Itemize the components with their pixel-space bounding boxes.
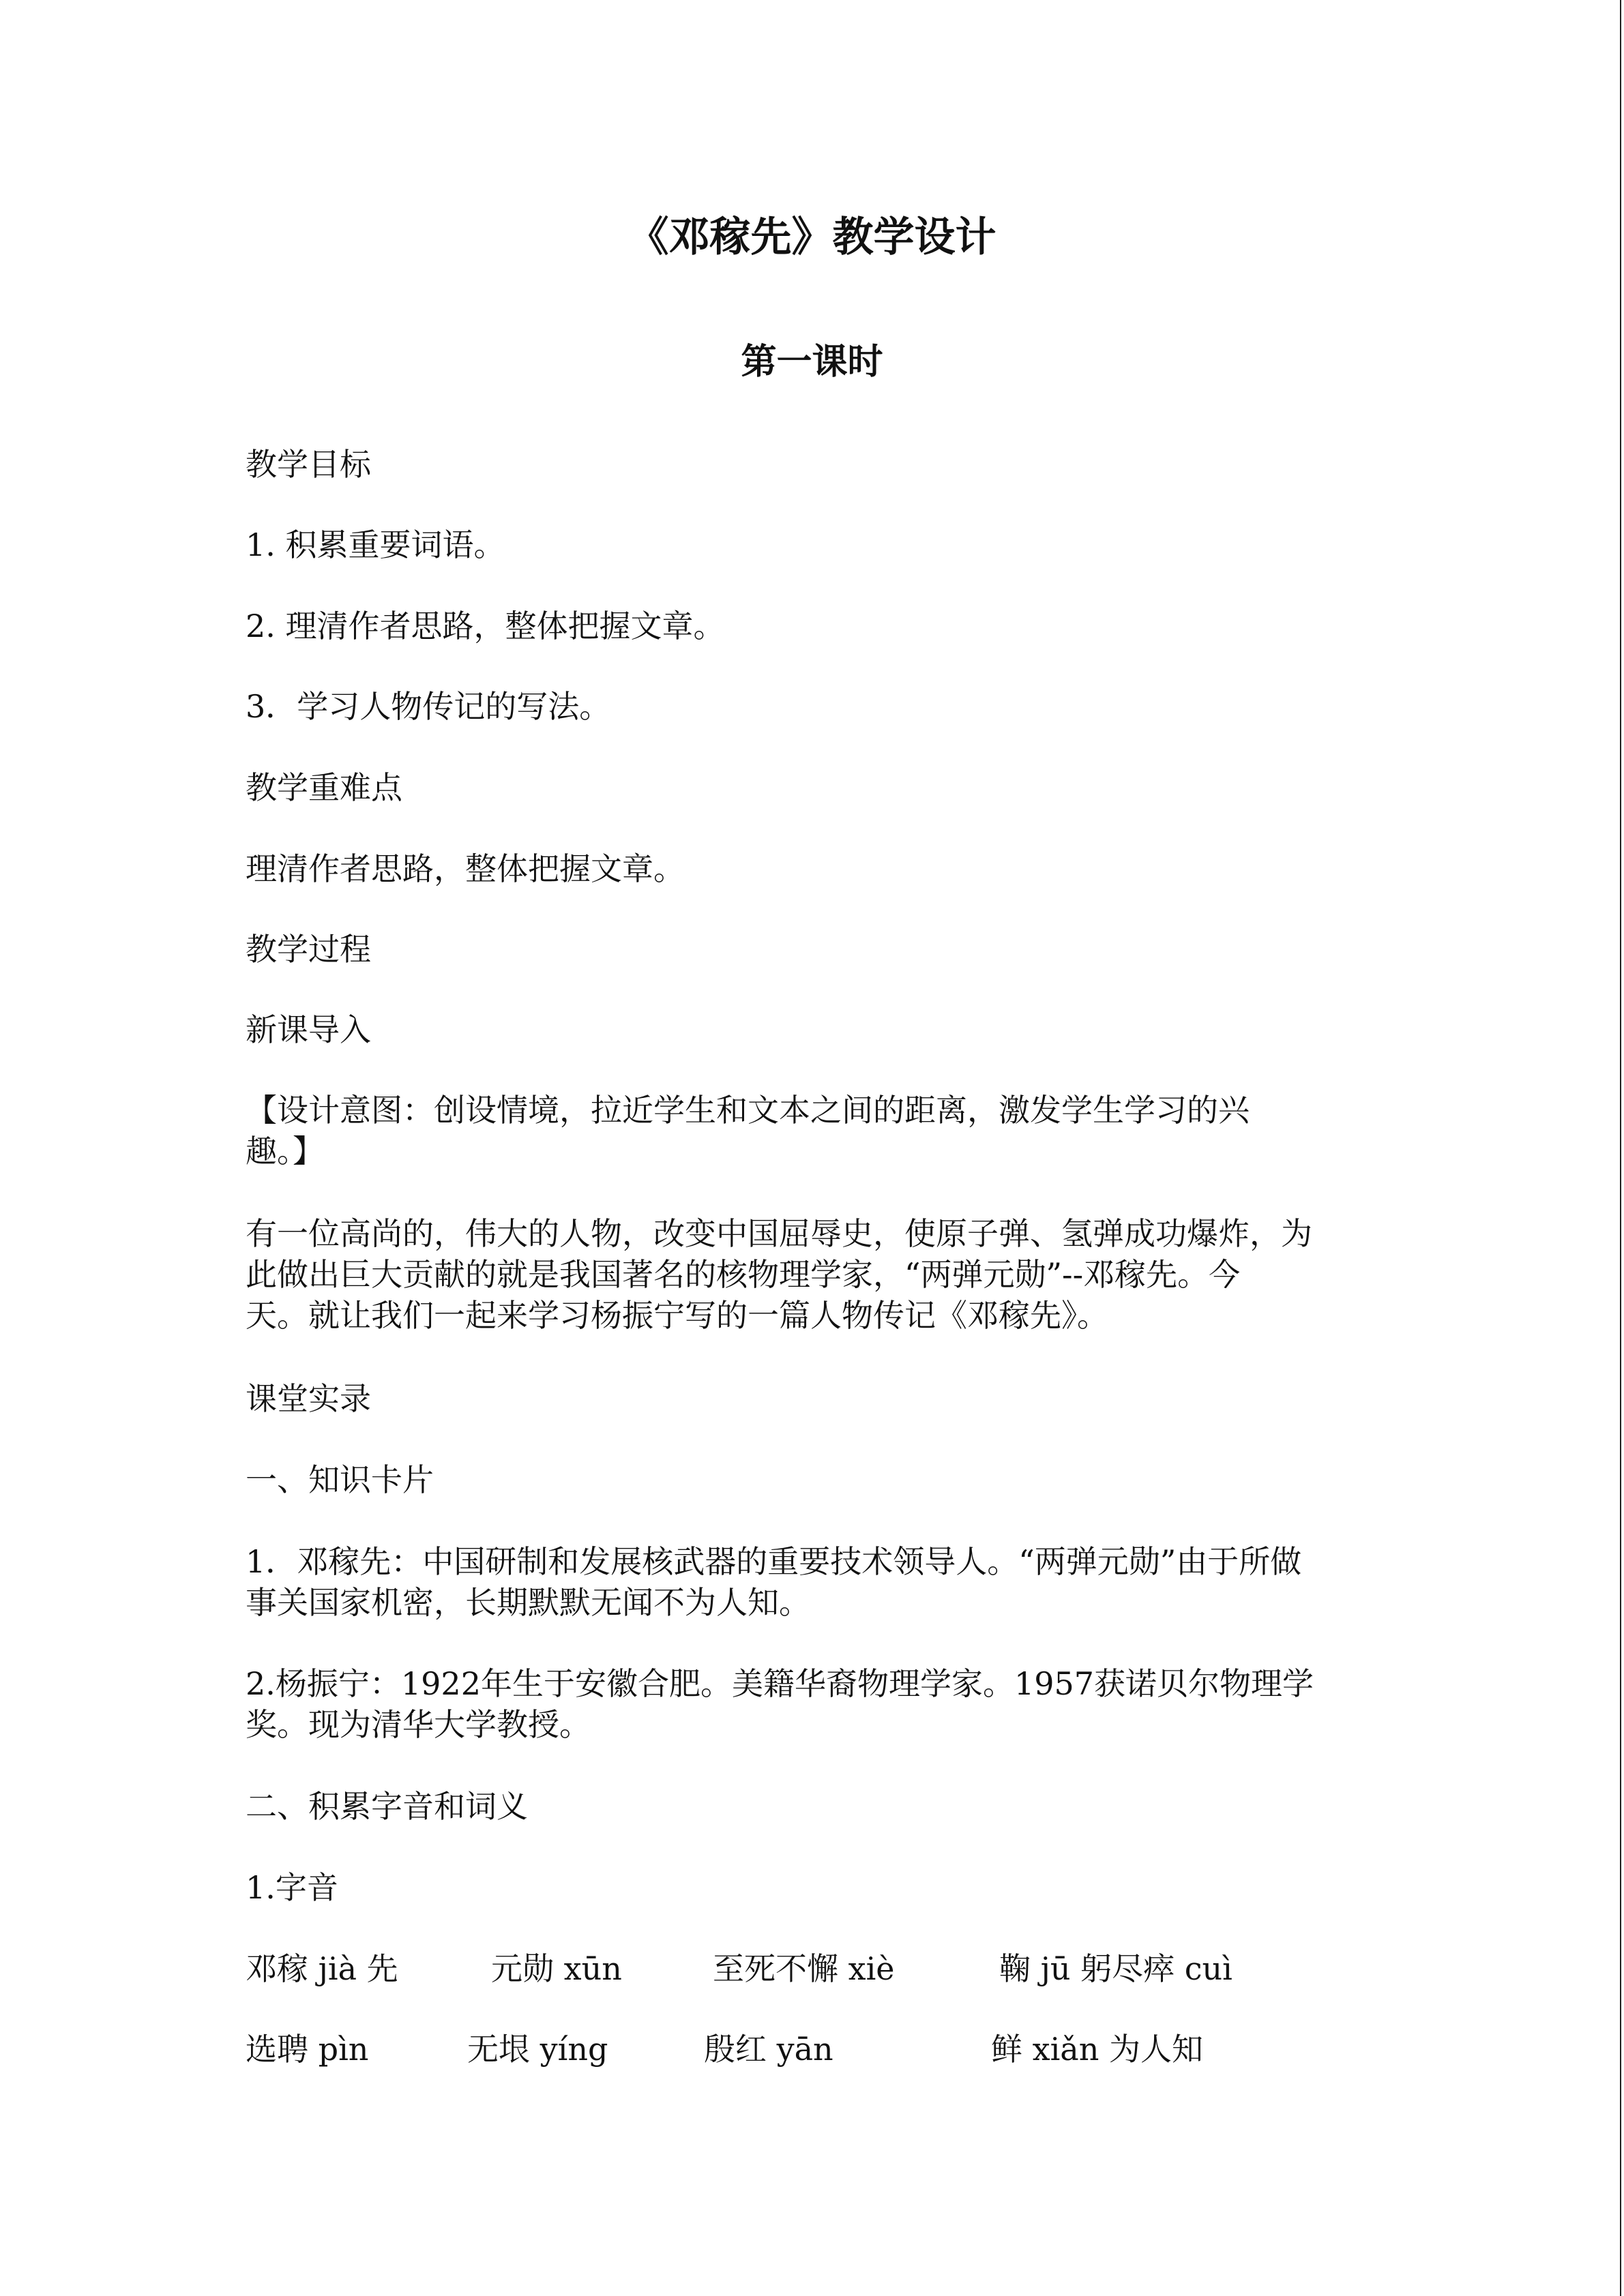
objectives-heading: 教学目标 — [246, 446, 371, 483]
page-title: 《邓稼先》教学设计 — [628, 213, 996, 261]
knowledge-card-2 — [246, 1663, 1378, 1745]
card2-line: 2.杨振宁：1922年生于安徽合肥。美籍华裔物理学家。1957获诺贝尔物理学 — [246, 1665, 1314, 1702]
key-points-text: 理清作者思路，整体把握文章。 — [246, 850, 685, 887]
pronunciation-entry: 至死不懈 xiè — [713, 1950, 895, 1987]
process-heading: 教学过程 — [246, 931, 371, 968]
card1-line: 1．邓稼先：中国研制和发展核武器的重要技术领导人。“两弹元勋”由于所做 — [246, 1543, 1302, 1580]
pronunciation-heading: 1.字音 — [246, 1869, 338, 1906]
design-intent-line: 【设计意图：创设情境，拉近学生和文本之间的距离，激发学生学习的兴 — [246, 1092, 1250, 1129]
card2-line: 奖。现为清华大学教授。 — [246, 1706, 591, 1743]
pronunciation-entry: 选聘 pìn — [246, 2031, 369, 2068]
section2-heading: 二、积累字音和词义 — [246, 1788, 528, 1825]
knowledge-card-1 — [246, 1541, 1378, 1623]
intro-line: 此做出巨大贡献的就是我国著名的核物理学家，“两弹元勋”--邓稼先。今 — [246, 1256, 1241, 1293]
design-intent — [246, 1090, 1378, 1172]
card1-line: 事关国家机密，长期默默无闻不为人知。 — [246, 1584, 810, 1621]
design-intent-line: 趣。】 — [246, 1133, 324, 1169]
classroom-heading: 课堂实录 — [246, 1380, 371, 1417]
pronunciation-entry: 殷红 yān — [704, 2031, 833, 2068]
pronunciation-entry: 元勋 xūn — [491, 1950, 622, 1987]
objective-item-1: 1. 积累重要词语。 — [246, 526, 505, 563]
intro-line: 天。就让我们一起来学习杨振宁写的一篇人物传记《邓稼先》。 — [246, 1297, 1108, 1334]
section1-heading: 一、知识卡片 — [246, 1461, 434, 1498]
objective-item-2: 2. 理清作者思路，整体把握文章。 — [246, 608, 725, 644]
pronunciation-entry: 邓稼 jià 先 — [246, 1950, 398, 1987]
lesson-subtitle: 第一课时 — [741, 341, 883, 383]
pronunciation-entry: 鲜 xiǎn 为人知 — [991, 2031, 1203, 2068]
intro-line: 有一位高尚的，伟大的人物，改变中国屈辱史，使原子弹、氢弹成功爆炸，为 — [246, 1215, 1312, 1252]
objective-item-3: 3．学习人物传记的写法。 — [246, 688, 611, 725]
intro-heading: 新课导入 — [246, 1011, 371, 1048]
key-points-heading: 教学重难点 — [246, 769, 402, 806]
pronunciation-entry: 鞠 jū 躬尽瘁 cuì — [999, 1950, 1232, 1987]
intro-paragraph — [246, 1213, 1378, 1336]
pronunciation-entry: 无垠 yíng — [467, 2031, 608, 2068]
